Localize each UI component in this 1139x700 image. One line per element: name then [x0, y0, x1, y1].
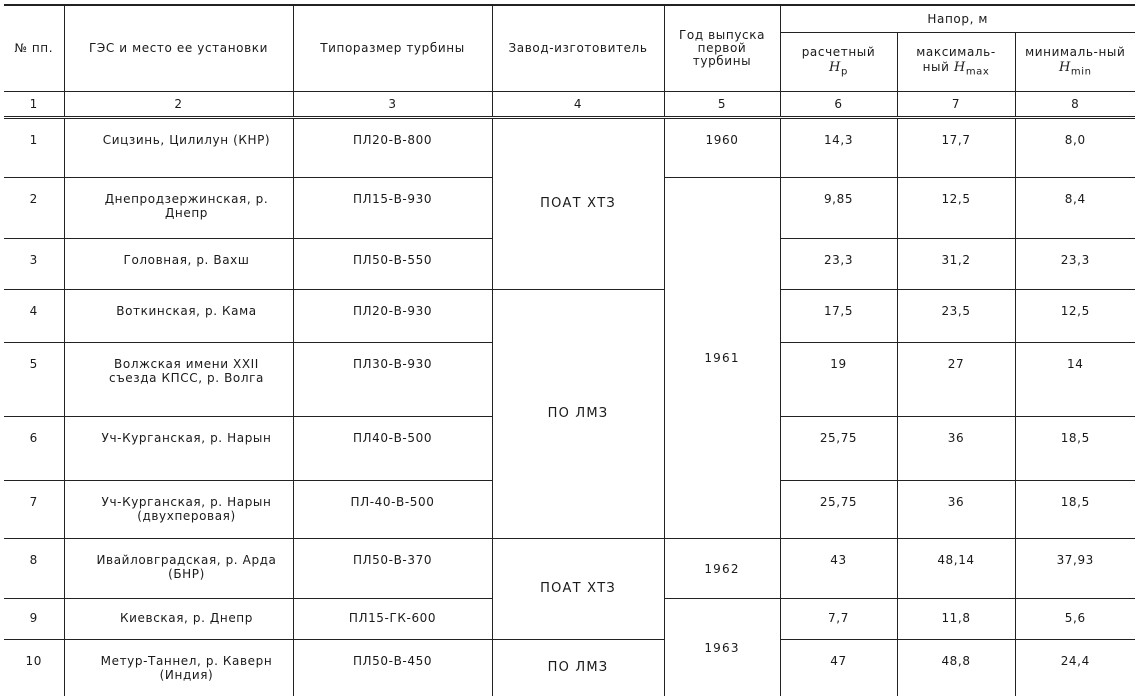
year: 1960: [664, 117, 780, 177]
table-row: [4, 639, 1135, 696]
head-design: 17,5: [780, 290, 897, 343]
head-design: 43: [780, 539, 897, 599]
station-name: Волжская имени XXII съезда КПСС, р. Волга: [64, 342, 293, 416]
head-min: 5,6: [1015, 599, 1135, 640]
head-max: 48,8: [897, 639, 1015, 696]
head-min: 24,4: [1015, 639, 1135, 696]
head-min: 14: [1015, 342, 1135, 416]
column-number: 1: [4, 91, 64, 117]
head-min: 8,4: [1015, 177, 1135, 239]
turbine-size: ПЛ15-В-930: [293, 177, 492, 239]
turbine-size: ПЛ50-В-550: [293, 239, 492, 290]
column-number: 5: [664, 91, 780, 117]
row-number: 5: [4, 342, 64, 416]
station-name: Уч-Курганская, р. Нарын: [64, 416, 293, 480]
head-max: 48,14: [897, 539, 1015, 599]
row-number: 7: [4, 480, 64, 539]
station-name: Уч-Курганская, р. Нарын (двухперовая): [64, 480, 293, 539]
turbine-size: ПЛ50-В-370: [293, 539, 492, 599]
turbine-size: ПЛ15-ГК-600: [293, 599, 492, 640]
station-name: Ивайловградская, р. Арда (БНР): [64, 539, 293, 599]
column-number: 4: [492, 91, 664, 117]
head-min: 18,5: [1015, 416, 1135, 480]
manufacturer: ПО ЛМЗ: [492, 639, 664, 696]
head-min: 8,0: [1015, 117, 1135, 177]
head-max: 36: [897, 480, 1015, 539]
head-max: 17,7: [897, 117, 1015, 177]
station-name: Метур-Таннел, р. Каверн (Индия): [64, 639, 293, 696]
manufacturer: ПОАТ ХТЗ: [492, 539, 664, 639]
row-number: 9: [4, 599, 64, 640]
head-max: 27: [897, 342, 1015, 416]
head-design: 25,75: [780, 480, 897, 539]
table-row: [4, 117, 1135, 177]
head-min: 18,5: [1015, 480, 1135, 539]
head-max: 11,8: [897, 599, 1015, 640]
row-number: 4: [4, 290, 64, 343]
row-number: 3: [4, 239, 64, 290]
head-min: 12,5: [1015, 290, 1135, 343]
station-name: Киевская, р. Днепр: [64, 599, 293, 640]
turbine-size: ПЛ50-В-450: [293, 639, 492, 696]
head-design: 25,75: [780, 416, 897, 480]
header-head: Напор, м: [780, 5, 1135, 32]
year: 1961: [664, 177, 780, 539]
head-max: 12,5: [897, 177, 1015, 239]
row-number: 10: [4, 639, 64, 696]
head-design: 9,85: [780, 177, 897, 239]
station-name: Головная, р. Вахш: [64, 239, 293, 290]
column-number: 7: [897, 91, 1015, 117]
column-number: 3: [293, 91, 492, 117]
station-name: Днепродзержинская, р. Днепр: [64, 177, 293, 239]
manufacturer: ПО ЛМЗ: [492, 290, 664, 539]
head-design: 7,7: [780, 599, 897, 640]
header-head-max: максималь-ный $H_{max}$: [897, 32, 1015, 91]
turbine-size: ПЛ20-В-930: [293, 290, 492, 343]
head-max: 31,2: [897, 239, 1015, 290]
head-min: 37,93: [1015, 539, 1135, 599]
column-number: 8: [1015, 91, 1135, 117]
table-row: [4, 539, 1135, 599]
row-number: 2: [4, 177, 64, 239]
table-row: [4, 290, 1135, 343]
header-turbine-size: Типоразмер турбины: [293, 5, 492, 91]
turbine-size: ПЛ40-В-500: [293, 416, 492, 480]
row-number: 6: [4, 416, 64, 480]
column-number: 2: [64, 91, 293, 117]
turbine-size: ПЛ20-В-800: [293, 117, 492, 177]
head-max: 36: [897, 416, 1015, 480]
head-design: 19: [780, 342, 897, 416]
head-min: 23,3: [1015, 239, 1135, 290]
head-design: 47: [780, 639, 897, 696]
station-name: Воткинская, р. Кама: [64, 290, 293, 343]
head-design: 14,3: [780, 117, 897, 177]
header-year: Год выпуска первой турбины: [664, 5, 780, 91]
station-name: Сицзинь, Цилилун (КНР): [64, 117, 293, 177]
header-head-min: минималь-ный $H_{min}$: [1015, 32, 1135, 91]
header-head-design: расчетный $H_p$: [780, 32, 897, 91]
row-number: 8: [4, 539, 64, 599]
row-number: 1: [4, 117, 64, 177]
year: 1963: [664, 599, 780, 696]
turbine-size: ПЛ30-В-930: [293, 342, 492, 416]
year: 1962: [664, 539, 780, 599]
turbine-table: [4, 4, 1135, 696]
header-number: № пп.: [4, 5, 64, 91]
column-number: 6: [780, 91, 897, 117]
turbine-size: ПЛ-40-В-500: [293, 480, 492, 539]
header-station: ГЭС и место ее установки: [64, 5, 293, 91]
header-manufacturer: Завод-изготовитель: [492, 5, 664, 91]
head-max: 23,5: [897, 290, 1015, 343]
manufacturer: ПОАТ ХТЗ: [492, 117, 664, 289]
head-design: 23,3: [780, 239, 897, 290]
